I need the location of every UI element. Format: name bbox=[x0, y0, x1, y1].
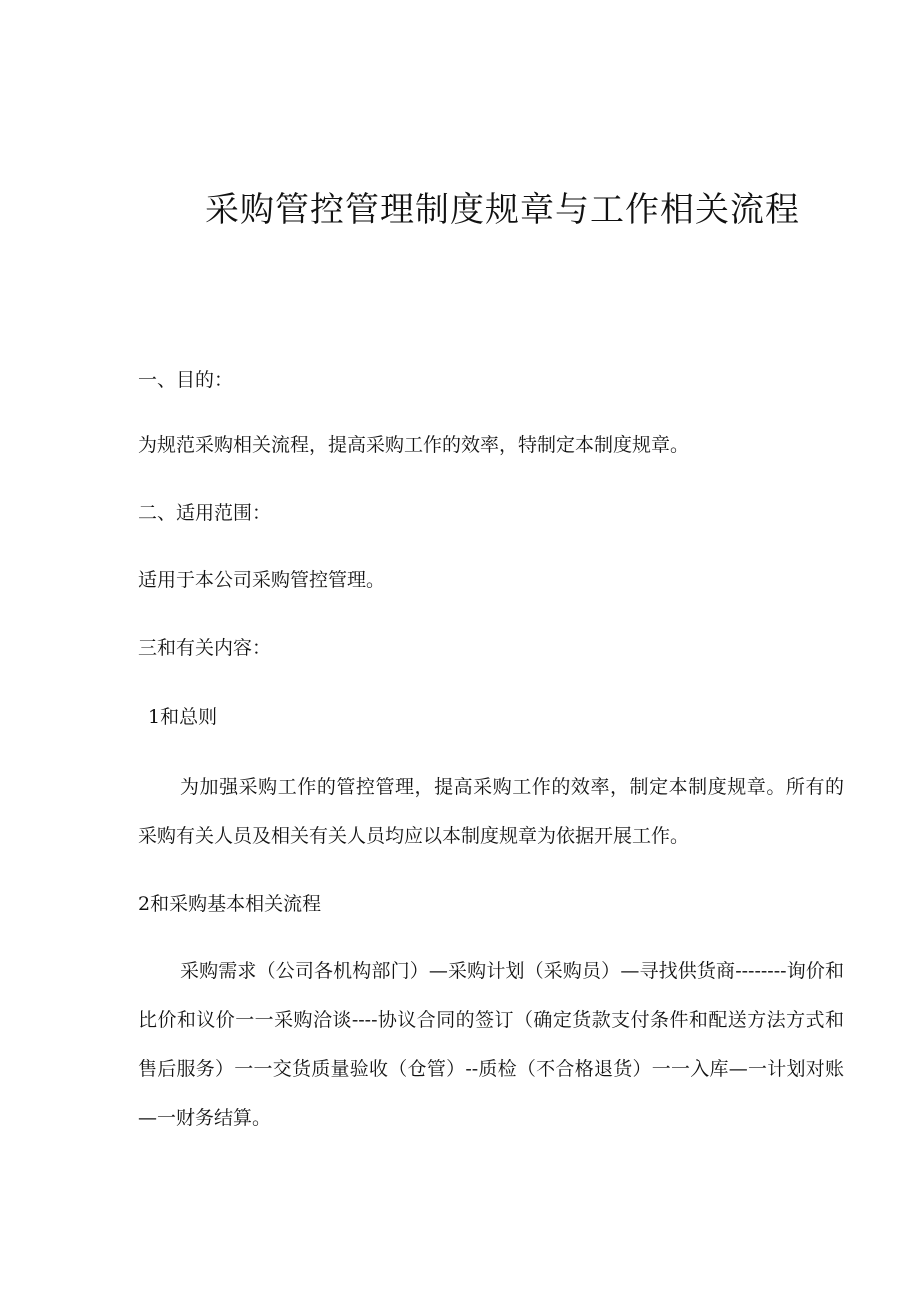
subsection-body-general: 为加强采购工作的管控管理，提高采购工作的效率，制定本制度规章。所有的采购有关人员及相关有关人员均应以本制度规章为依据开展工作。 bbox=[138, 776, 844, 847]
subsection-heading-process: 2和采购基本相关流程 bbox=[138, 893, 322, 915]
section-body-scope: 适用于本公司采购管控管理。 bbox=[138, 569, 386, 591]
subsection-body-process: 采购需求（公司各机构部门）—采购计划（采购员）—寻找供货商--------询价和比价和议价一一采购洽谈----协议合同的签订（确定货款支付条件和配送方法方式和售后服务）一一交货质量验收（仓管）--质检（不合格退货）一一入库—一计划对账—一财务结算。 bbox=[138, 960, 844, 1129]
subsection-heading-general: 1和总则 bbox=[148, 706, 218, 728]
section-body-purpose: 为规范采购相关流程，提高采购工作的效率，特制定本制度规章。 bbox=[138, 434, 690, 456]
section-heading-purpose: 一、目的： bbox=[138, 369, 234, 391]
document-title: 采购管控管理制度规章与工作相关流程 bbox=[205, 190, 800, 230]
section-heading-contents: 三和有关内容： bbox=[138, 637, 272, 659]
section-heading-scope: 二、适用范围： bbox=[138, 502, 272, 524]
